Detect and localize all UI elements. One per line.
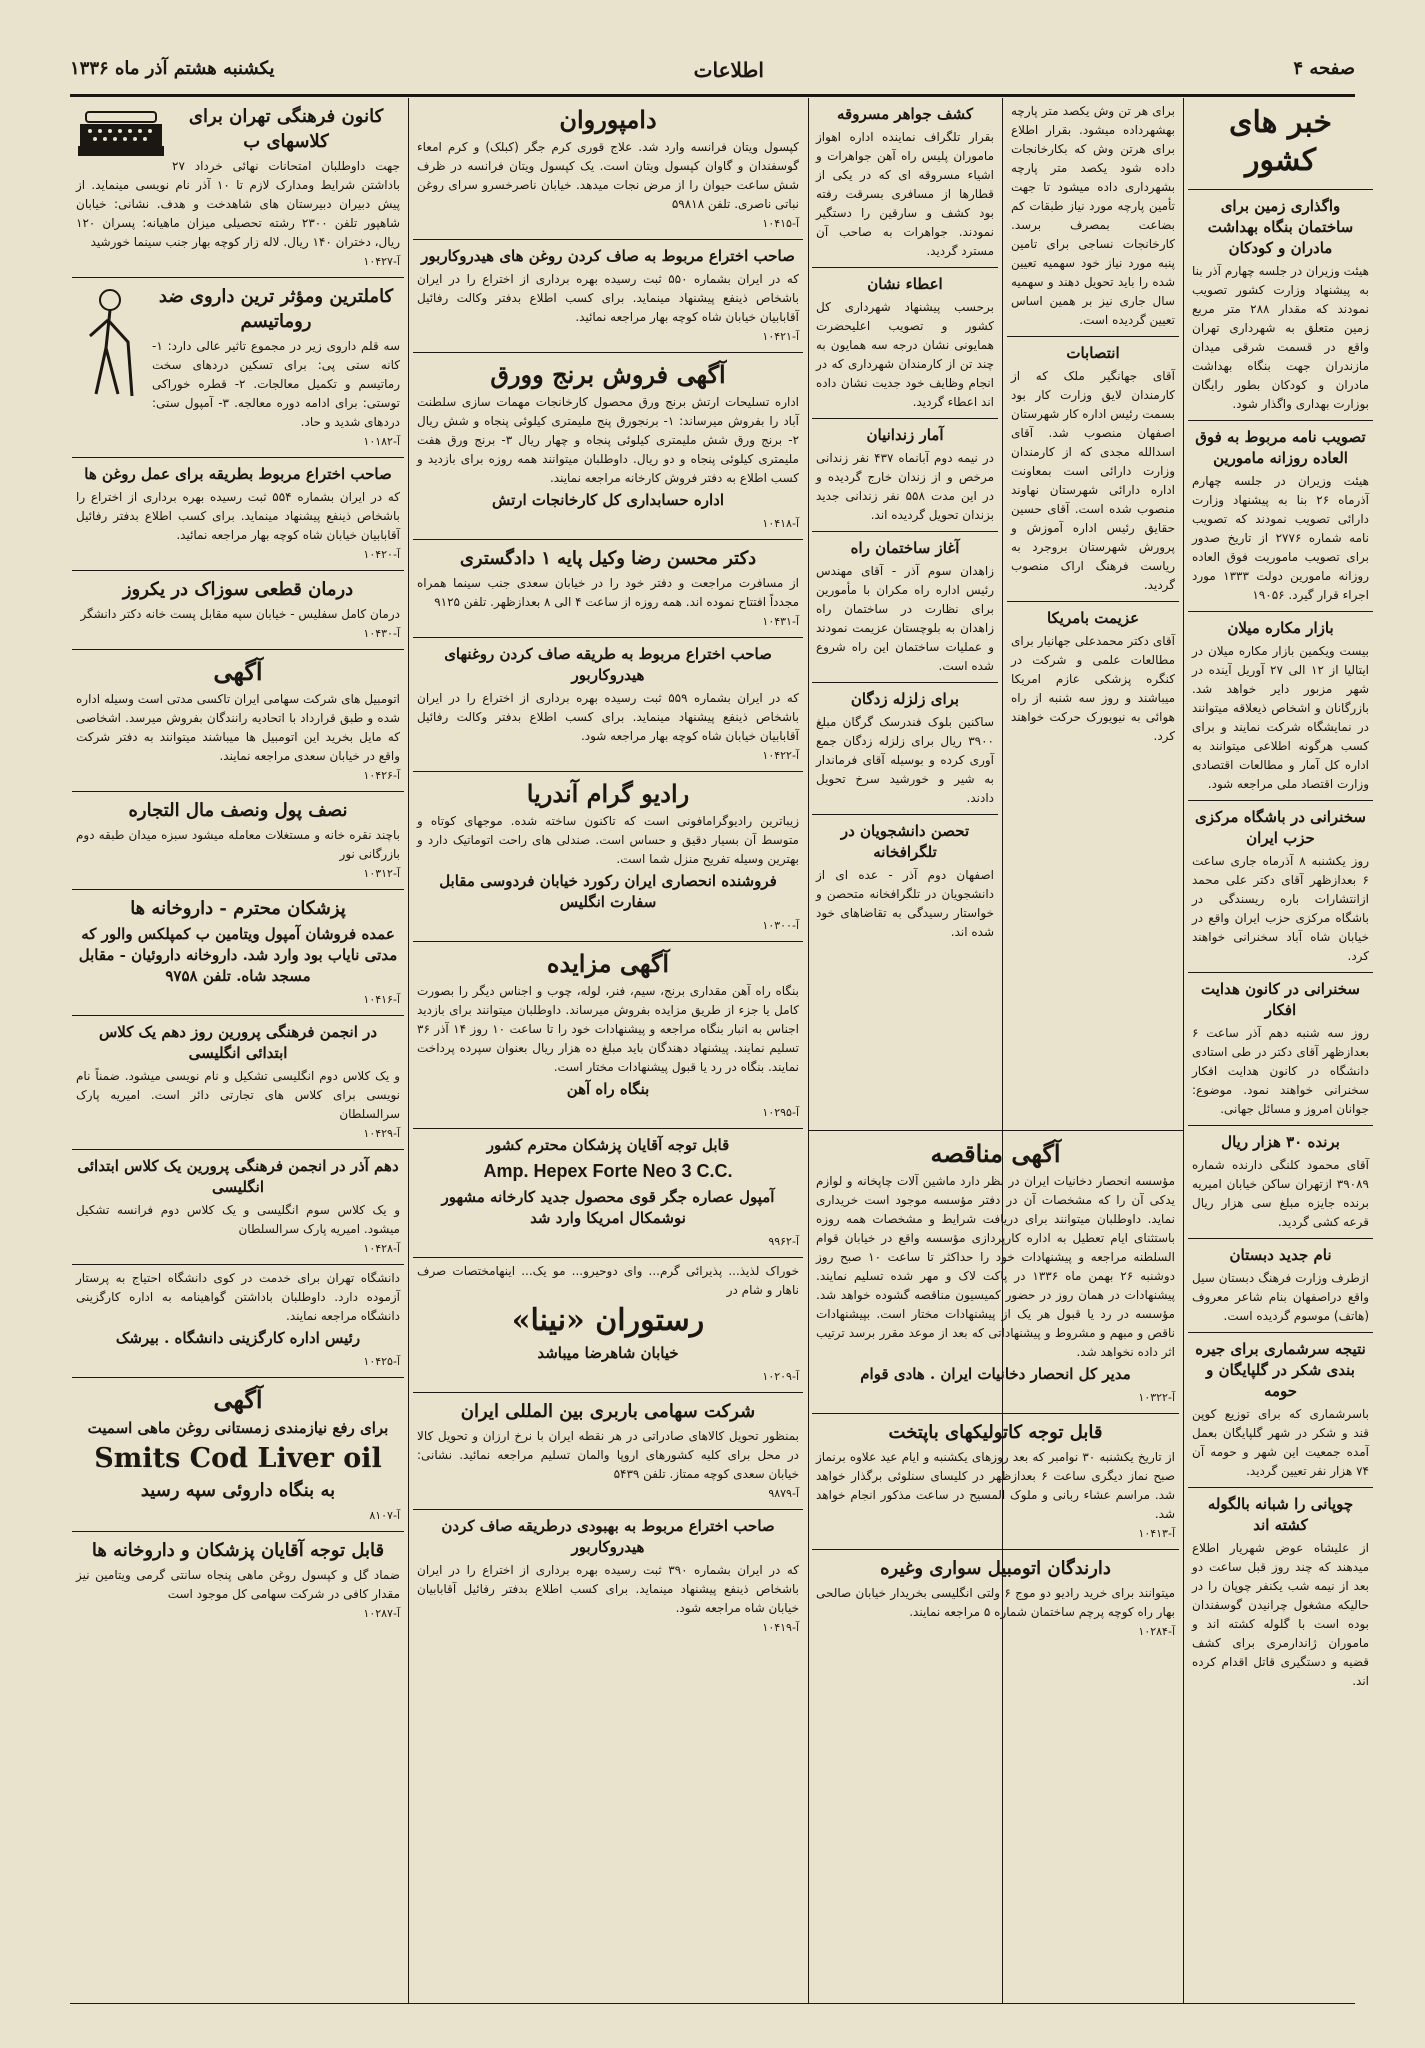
tender-notice: آگهی مناقصه مؤسسه انحصار دخانیات ایران در نظر دارد ماشین آلات چاپخانه و لوازم یدکی آن را که مشخصات آن در دفتر مؤسسه موجود است خریداری نماید. داوطلبان میتوانند برای دریافت شرایط و مشخصات همه روزه باستثنای ایام تعطیل به اداره کارپردازی مؤسسه واقع در خیابان قوام السلطنه مراجعه و پیشنهادات خود را حداکثر تا ساعت ۱۰ صبح روز دوشنبه ۲۶ بهمن ماه ۱۳۳۶ در پاکت لاک و مهر شده تسلیم نمایند. پیشنهادات در همان روز در حضور کمیسیون مناقصه گشوده خواهد شد. مؤسسه در رد یا قبول هر یک از پیشنهادات مختار است. بپیشنهادات ناقص و مبهم و مشروط و پیشنهاداتی که بعد از موعد مقرر برسد ترتیب اثر داده نخواهد شد. مدیر کل انحصار دخانیات ایران . هادی قوام آ-۱۰۳۲۲ xyxy=(812,1132,1179,1414)
car-owners-notice: دارندگان اتومبیل سواری وغیره میتوانند برای خرید رادیو دو موج ۶ ولتی انگلیسی بخریدار خیابان صالحی بهار راه کوچه پرچم ساختمان شماره ۵ مراجعه نمایند. آ-۱۰۲۸۴ xyxy=(816,1558,1175,1638)
article: واگذاری زمین برای ساختمان بنگاه بهداشت مادران و کودکان هیئت وزیران در جلسه چهارم آذر بنا به پیشنهاد وزارت کشور تصویب نمودند که مقدار ۲۸۸ متر مربع زمین متعلق به شهرداری تهران واقع در قسمت شرقی میدان مازندران جهت بنگاه بهداشت مادران و کودکان بطور رایگان بوزارت بهداری واگذار شود. xyxy=(1188,190,1373,421)
ad-block: صاحب اختراع مربوط به بهبودی درطریقه صاف کردن هیدروکاربور که در ایران بشماره ۳۹۰ ثبت رسیده بهره برداری از اختراع را در ایران باشخاص ذینفع پیشنهاد مینماید. برای کسب اطلاع بدفتر رفائیل آقابابیان خیابان شاه مراجعه شود. آ-۱۰۴۱۹ xyxy=(417,1517,799,1634)
newspaper-name: اطلاعات xyxy=(693,58,764,82)
typewriter-icon xyxy=(76,104,166,162)
header-rule xyxy=(70,94,1355,97)
article: آغاز ساختمان راه زاهدان سوم آذر - آقای مهندس رئیس اداره راه مکران با مأمورین برای نظارت در ساختمان راه زاهدان به بلوچستان عزیمت نمودند و عملیات ساختمان این راه شروع شده است. xyxy=(812,532,998,683)
news-column-2 xyxy=(1007,98,1179,1128)
article: سخنرانی در باشگاه مرکزی حزب ایران روز یکشنبه ۸ آذرماه جاری ساعت ۶ بعدازظهر آقای دکتر علی محمد ازانتشارات باره ریسندگی در باشگاه مرکزی حزب ایران واقع در خیابان شاه آباد سخنرانی خواهند کرد. xyxy=(1188,801,1373,973)
ad-block: درمان قطعی سوزاک در یکروز درمان کامل سفلیس - خیابان سپه مقابل پست خانه دکتر دانشگر آ-۱۰۴۳۰ xyxy=(72,571,404,650)
ad-block: دانشگاه تهران برای خدمت در کوی دانشگاه احتیاج به پرستار آزموده دارد. داوطلبان باداشتن گواهینامه به اداره کارگزینی دانشگاه مراجعه نمایند. رئیس اداره کارگزینی دانشگاه . بیرشک آ-۱۰۴۲۵ xyxy=(72,1265,404,1378)
ad-block: دهم آذر در انجمن فرهنگی پرورین یک کلاس ابتدائی انگلیسی و یک کلاس سوم انگلیسی و یک کلاس دوم فرانسه تشکیل میشود. امیریه پارک سرالسلطان آ-۱۰۴۲۸ xyxy=(72,1150,404,1265)
ad-block: قابل توجه آقایان پزشکان و داروخانه ها ضماد گل و کپسول روغن ماهی پنجاه سانتی گرمی ویتامین نیز مقدار کافی در شرکت سهامی کل موجود است آ-۱۰۲۸۷ xyxy=(76,1540,400,1620)
article: اعطاء نشان برحسب پیشنهاد شهرداری کل کشور و تصویب اعلیحضرت همایونی نشان درجه سه همایون به چند تن از کارمندان شهرداری که در انجام وظایف خود جدیت نشان داده اند اعطاء گردید. xyxy=(812,268,998,419)
article: برنده ۳۰ هزار ریال آقای محمود کلنگی دارنده شماره ۳۹۰۸۹ ازتهران ساکن خیابان امیریه برنده جایزه مبلغ سی هزار ریال قرعه کشی گردید. xyxy=(1188,1126,1373,1239)
column-divider xyxy=(1183,98,1184,2003)
ad-block: کاملترین ومؤثر ترین داروی ضد روماتیسم سه قلم داروی زیر در مجموع تاثیر عالی دارد: ۱- کانه ستی پی: برای تسکین دردهای سخت رماتیسم و تکمیل معالجات. ۲- قطره خوراکی توستی: برای ادامه دوره معالجه. ۳- آمپول ستی: دردهای شدید و حاد. آ-۱۰۱۸۲ xyxy=(72,278,404,458)
church-notice: قابل توجه کاتولیکهای باپتخت از تاریخ یکشنبه ۳۰ نوامبر که بعد روزهای یکشنبه و ایام عید علاوه برنماز صبح نماز دیگری ساعت ۶ بعدازظهر در کلیسای سنلوئی برگذار خواهد شد. مراسم عشاء ربانی و ملوک المسیح در ساعت مذکور انجام خواهد شد. آ-۱۰۴۱۳ xyxy=(812,1414,1179,1550)
article: تصویب نامه مربوط به فوق العاده روزانه مامورین هیئت وزیران در جلسه چهارم آذرماه ۲۶ بنا به پیشنهاد وزارت دارائی تصویب نمودند که تصویب نامه شماره ۲۷۷۶ از تاریخ صدور برای تصویب ماموریت فوق العاده روزانه مامورین دولت ۱۳۳۳ مورد اجراء قرار گیرد. ۱۹۰۵۶ xyxy=(1188,421,1373,612)
article: سخنرانی در کانون هدایت افکار روز سه شنبه دهم آذر ساعت ۶ بعدازظهر آقای دکتر در طی استادی دانشگاه در کانون هدایت افکار سخنرانی خواهند نمود. موضوع: جوانان امروز و مسائل جهانی. xyxy=(1188,973,1373,1126)
page-header xyxy=(70,48,1355,88)
article: کشف جواهر مسروقه بقرار تلگراف نماینده اداره اهواز ماموران پلیس راه آهن جواهرات و اشیاء مسروقه ای که در یکی از قطارها از مسافری بسرقت رفته بود کشف و سارقین را دستگیر نمودند. جواهرات به صاحب آن مسترد گردید. xyxy=(812,98,998,268)
ad-block: نصف پول ونصف مال التجاره باچند نقره خانه و مستغلات معامله میشود سبزه میدان طبقه دوم بازرگانی نور آ-۱۰۳۱۲ xyxy=(72,792,404,890)
ad-block: قابل توجه آقایان پزشکان محترم کشور Amp. Hepex Forte Neo 3 C.C. آمپول عصاره جگر قوی محصول جدید کارخانه مشهور نوشمکال امریکا وارد شد آ-۹۹۶۲ xyxy=(413,1129,803,1258)
ad-block: آگهی فروش برنج وورق اداره تسلیحات ارتش برنج ورق محصول کارخانجات مهمات سازی سلطنت آباد را بفروش میرساند: ۱- برنجورق پنج ملیمتری کیلوئی پنجاه و شش ریال ۲- برنج ورق شش ملیمتری کیلوئی پنجاه و چهار ریال ۳- برنج ورق هفت ملیمتری کیلوئی پنجاه و دو ریال. داوطلبان میتوانند همه روزه برای بازدید و کسب اطلاع به دفتر فروش کارخانه مراجعه نمایند. اداره حسابداری کل کارخانجات ارتش آ-۱۰۴۱۸ xyxy=(413,353,803,540)
article: عزیمت بامریکا آقای دکتر محمدعلی جهانیار برای مطالعات علمی و شرکت در کنگره پزشکی عازم امریکا میباشند و روز سه شنبه از راه هوائی به نیویورک حرکت خواهند کرد. xyxy=(1011,609,1175,743)
tender-block xyxy=(812,1132,1179,2003)
page-number: صفحه ۴ xyxy=(1293,58,1355,79)
article: آمار زندانیان در نیمه دوم آبانماه ۴۳۷ نفر زندانی مرخص و از زندان خارج گردیده و در این مدت ۵۵۸ نفر زندانی جدید بزندان تحویل گردیده اند. xyxy=(812,419,998,532)
ad-block: پزشکان محترم - داروخانه ها عمده فروشان آمپول ویتامین ب کمپلکس والور که مدتی نایاب بود وارد شد. داروخانه داروئیان - مقابل مسجد شاه. تلفن ۹۷۵۸ آ-۱۰۴۱۶ xyxy=(72,890,404,1016)
article: خبر های کشور xyxy=(1188,98,1373,190)
ad-block: دامپوروان کپسول ویتان فرانسه وارد شد. علاج قوری کرم جگر (کبلک) و کرم امعاء گوسفندان و گاوان کپسول ویتان است. یک کپسول ویتان فرانسه در ظرف شش ساعت حیوان را از مرض نجات میدهد. خیابان ناصرخسرو سرای روغن نباتی ناصری. تلفن ۵۹۸۱۸ آ-۱۰۴۱۵ xyxy=(413,98,803,240)
article: برای هر تن وش یکصد متر پارچه بهشهرداده میشود. بقرار اطلاع برای هرتن وش که بکارخانجات داده شود یکصد متر پارچه بشهرداری داده میشود تا جهت تأمین پارچه مورد نیاز طبقات کم بضاعت بمصرف برسد. کارخانجات نساجی برای تامین پنبه مورد نیاز خود سهمیه تعیین شده را باید تحویل دهند و سهمیه سال جاری نیز بر همین اساس تعیین گردیده است. xyxy=(1007,98,1179,337)
column-divider xyxy=(808,98,809,2003)
ad-block: دکتر محسن رضا وکیل پایه ۱ دادگستری از مسافرت مراجعت و دفتر خود را در خیابان سعدی جنب سینما همراه مجدداً افتتاح نموده اند. همه روزه از ساعت ۴ الی ۸ بعدازظهر. تلفن ۹۱۲۵ آ-۱۰۴۳۱ xyxy=(413,540,803,638)
ad-block: صاحب اختراع مربوط به صاف کردن روغن های هیدروکاربور که در ایران بشماره ۵۵۰ ثبت رسیده بهره برداری از اختراع را در ایران باشخاص ذینفع پیشنهاد مینماید. برای کسب اطلاع بدفتر وکالت رفائیل آقابابیان خیابان شاه کوچه بهار مراجعه نمائید. آ-۱۰۴۲۱ xyxy=(413,240,803,353)
ad-block: آگهی مزایده بنگاه راه آهن مقداری برنج، سیم، فنر، لوله، چوب و اجناس دیگر را بصورت کامل یا جزء از طریق مزایده بفروش میرساند. داوطلبان میتوانند برای بازدید اجناس به انبار بنگاه مراجعه و پیشنهادات خود را تا ساعت ۱۰ روز ۱۴ آذر ۳۶ تسلیم نمایند. پیشنهاد دهندگان باید مبلغ ده هزار ریال بعنوان سپرده پرداخت نمایند. بنگاه در رد یا قبول پیشنهادات مختار است. بنگاه راه آهن آ-۱۰۲۹۵ xyxy=(413,942,803,1129)
article: بازار مکاره میلان بیست ویکمین بازار مکاره میلان در ایتالیا از ۱۲ الی ۲۷ آوریل آینده در شهر مزبور دایر خواهد شد. بازرگانان و اشخاص ذیعلاقه میتوانند در نمایشگاه شرکت نمایند و برای کسب هرگونه اطلاعی میتوانند به اداره کل آمار و مطالعات اقتصادی وزارت اقتصاد ملی مراجعه شود. xyxy=(1188,612,1373,801)
issue-date: یکشنبه هشتم آذر ماه ۱۳۳۶ xyxy=(70,58,275,79)
ad-block: آگهی اتومبیل های شرکت سهامی ایران تاکسی مدتی است وسیله اداره شده و طبق قرارداد با اتحادیه رانندگان بفروش میرسد. اشخاصی که مایل بخرید این اتومبیل ها میباشند میتوانند به دفتر شرکت واقع در خیابان سعدی مراجعه نمایند. آ-۱۰۴۲۶ xyxy=(72,650,404,792)
news-column-3 xyxy=(812,98,998,1128)
footer-rule xyxy=(70,2003,1355,2004)
ads-column-5 xyxy=(72,98,404,2003)
ad-block: در انجمن فرهنگی پرورین روز دهم یک کلاس ابتدائی انگلیسی و یک کلاس دوم انگلیسی تشکیل و نام نویسی میشود. ضمناً نام نویسی برای کلاس های تجارتی دائر است. امیریه پارک سرالسلطان آ-۱۰۴۲۹ xyxy=(72,1016,404,1150)
ads-column-4 xyxy=(413,98,803,2003)
ad-block: شرکت سهامی باربری بین المللی ایران بمنظور تحویل کالاهای صادراتی در هر نقطه ایران با نرخ ارزان و تحویل کالا در محل برای کلیه کشورهای اروپا والمان تسلیم مراجعه نمائید. نشانی: خیابان سعدی کوچه ممتاز. تلفن ۵۴۳۹ آ-۹۸۷۹ xyxy=(413,1393,803,1510)
article: نتیجه سرشماری برای جیره بندی شکر در گلپایگان و حومه باسرشماری که برای توزیع کوپن قند و شکر در شهر گلپایگان بعمل آمده جمعیت این شهر و حومه آن ۷۴ هزار نفر تعیین گردید. xyxy=(1188,1333,1373,1488)
ad-block: کانون فرهنگی تهران برای کلاسهای ب جهت داوطلبان امتحانات نهائی خرداد ۲۷ باداشتن شرایط ومدارک لازم تا ۱۰ آذر نام نویسی مینماید. از پیش دبیران دبیرستان های شاهدخت و هدف. نشانی: خیابان شاهپور تلفن ۲۳۰۰ رشته تحصیلی میزان ماهیانه: پسران ۱۲۰ ریال، دختران ۱۴۰ ریال. لاله زار کوچه بهار جنب سینما خورشید آ-۱۰۴۲۷ xyxy=(72,98,404,278)
ad-block: صاحب اختراع مربوط بطریقه برای عمل روغن ها که در ایران بشماره ۵۵۴ ثبت رسیده بهره برداری از اختراع را باشخاص ذینفع پیشنهاد مینماید. برای کسب اطلاع بدفتر رفائیل آقابابیان خیابان شاه کوچه بهار مراجعه نمائید. آ-۱۰۴۲۰ xyxy=(72,458,404,571)
article: برای زلزله زدگان ساکنین بلوک فندرسک گرگان مبلغ ۳۹۰۰ ریال برای زلزله زدگان جمع آوری کرده و بوسیله آقای فرماندار به شیر و خورشید سرخ تحویل دادند. xyxy=(812,683,998,815)
article: چوپانی را شبانه بالگوله کشته اند از علیشاه عوض شهریار اطلاع میدهند که چند روز قبل ساعت دو بعد از نیمه شب یکنفر چوپان را در حالیکه مشغول چرانیدن گوسفندان بوده است با گلوله کشته اند و ماموران ژاندارمری برای کشف قضیه و دستگیری قاتل اقدام کرده اند. xyxy=(1192,1495,1369,1688)
rheumatism-man-illustration xyxy=(76,284,146,404)
article: نام جدید دبستان ازطرف وزارت فرهنگ دبستان سیل واقع دراصفهان بنام شاعر معروف (هاتف) موسوم گردیده است. xyxy=(1188,1239,1373,1333)
ad-block: رادیو گرام آندریا زیباترین رادیوگرامافونی است که تاکنون ساخته شده. موجهای کوتاه و متوسط آن بسیار دقیق و حساس است. صندلی های راحت اتوماتیک دارد و بهترین وسیله تفریح منزل شما است. فروشنده انحصاری ایران رکورد خیابان فردوسی مقابل سفارت انگلیس آ-۱۰۳۰۰ xyxy=(413,772,803,942)
ad-block: خوراک لذیذ... پذیرائی گرم... وای دوحیرو... مو یک... اینهامختصات صرف ناهار و شام در رستوران «نینا» خیابان شاهرضا میباشد آ-۱۰۲۰۹ xyxy=(413,1258,803,1393)
article: تحصن دانشجویان در تلگرافخانه اصفهان دوم آذر - عده ای از دانشجویان در تلگرافخانه متحصن و خواستار رسیدگی به تقاضاهای خود شده اند. xyxy=(816,822,994,939)
article: انتصابات آقای جهانگیر ملک که از کارمندان لایق وزارت کار بود بسمت رئیس اداره کار شهرستان اصفهان منصوب شد. آقای اسدالله مجدی که از کارمندان وزارت دارائی است بمعاونت اداره دارائی شهرستان نهاوند منصوب شده است. آقای حسین حقایق رئیس اداره آموزش و پرورش شهرستان بروجرد به ریاست فرهنگ اراک منصوب گردید. xyxy=(1007,337,1179,602)
tender-top-rule xyxy=(808,1130,1183,1131)
column-divider xyxy=(408,98,409,2003)
ad-block: آگهی برای رفع نیازمندی زمستانی روغن ماهی اسمیت Smits Cod Liver oil به بنگاه داروئی سپه رسید آ-۸۱۰۷ xyxy=(72,1378,404,1532)
ad-block: صاحب اختراع مربوط به طریقه صاف کردن روغنهای هیدروکاربور که در ایران بشماره ۵۵۹ ثبت رسیده بهره برداری از اختراع را در ایران باشخاص ذینفع پیشنهاد مینماید. برای کسب اطلاع بدفتر وکالت رفائیل آقابابیان خیابان شاه کوچه بهار مراجعه شود. آ-۱۰۴۲۲ xyxy=(413,638,803,772)
country-news-column xyxy=(1188,98,1373,2003)
